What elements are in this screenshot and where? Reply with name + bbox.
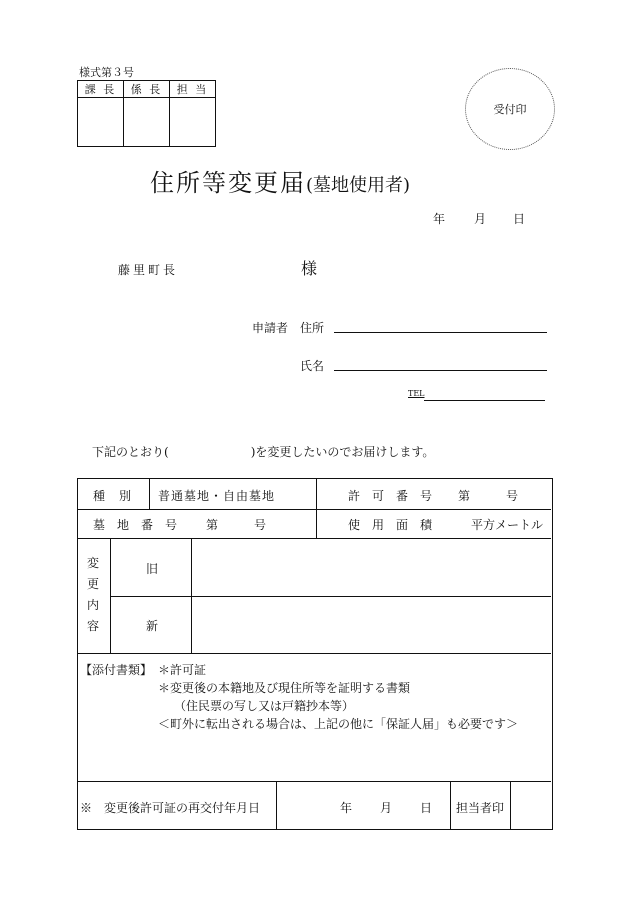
details-table <box>77 478 553 830</box>
plot-number-value[interactable]: 第 号 <box>206 518 267 532</box>
new-value-field[interactable] <box>192 597 550 652</box>
attachment-item: （住民票の写し又は戸籍抄本等） <box>174 699 355 713</box>
officer-stamp-label: 担当者印 <box>456 801 505 815</box>
change-content-label <box>87 553 101 637</box>
area-unit: 平方メートル <box>471 518 544 532</box>
approval-col-subsection-chief: 係 長 <box>124 81 170 98</box>
new-label: 新 <box>146 619 159 633</box>
attachment-item: ＊変更後の本籍地及び現住所等を証明する書類 <box>158 681 411 695</box>
attachment-item: ＊許可証 <box>158 663 207 677</box>
reissue-month-label: 月 <box>380 801 393 815</box>
kind-value[interactable]: 普通墓地・自由墓地 <box>158 489 276 503</box>
tel-label: TEL <box>408 389 425 398</box>
change-label-char: 変 <box>87 556 100 570</box>
address-field[interactable] <box>334 318 547 333</box>
form-number: 様式第３号 <box>79 66 134 79</box>
change-label-char: 容 <box>87 619 100 633</box>
attachment-item: ＜町外に転出される場合は、上記の他に「保証人届」も必要です＞ <box>158 717 519 731</box>
form-title-sub: (墓地使用者) <box>306 175 411 196</box>
intro-prefix: 下記のとおり( <box>92 445 169 459</box>
old-label: 旧 <box>146 562 159 576</box>
change-label-char: 更 <box>87 577 100 591</box>
permit-number-label: 許 可 番 号 <box>348 489 433 503</box>
plot-number-label: 墓 地 番 号 <box>93 518 178 532</box>
form-title-main: 住所等変更届 <box>150 169 306 197</box>
address-label: 住所 <box>300 321 325 335</box>
officer-stamp-box[interactable] <box>511 783 550 828</box>
addressee-name: 藤里町長 <box>118 263 179 277</box>
approval-col-staff: 担 当 <box>170 81 216 98</box>
reissue-date-label: ※ 変更後許可証の再交付年月日 <box>80 801 261 815</box>
date-year-label: 年 <box>433 212 446 226</box>
attachments-label: 【添付書類】 <box>80 663 153 677</box>
reissue-day-label: 日 <box>420 801 433 815</box>
approval-box-subsection-chief[interactable] <box>124 98 170 147</box>
tel-field[interactable] <box>424 388 545 401</box>
kind-label: 種 別 <box>93 489 133 503</box>
approval-col-section-chief: 課 長 <box>78 81 124 98</box>
date-day-label: 日 <box>513 212 526 226</box>
receipt-stamp-label: 受付印 <box>493 103 527 116</box>
receipt-stamp-area[interactable] <box>465 68 555 150</box>
reissue-year-label: 年 <box>340 801 353 815</box>
approval-box-section-chief[interactable] <box>78 98 124 147</box>
intro-text <box>92 443 434 460</box>
change-label-char: 内 <box>87 598 100 612</box>
approval-box-staff[interactable] <box>170 98 216 147</box>
permit-number-value[interactable]: 第 号 <box>458 489 519 503</box>
old-value-field[interactable] <box>192 539 550 595</box>
area-label: 使 用 面 積 <box>348 518 433 532</box>
name-label: 氏名 <box>300 359 325 373</box>
form-title <box>150 163 410 198</box>
applicant-label: 申請者 <box>252 321 289 335</box>
approval-stamp-table <box>77 80 216 147</box>
addressee-honorific: 様 <box>301 259 318 278</box>
intro-suffix: )を変更したいのでお届けします。 <box>250 445 435 459</box>
date-month-label: 月 <box>474 212 487 226</box>
name-field[interactable] <box>334 356 547 371</box>
